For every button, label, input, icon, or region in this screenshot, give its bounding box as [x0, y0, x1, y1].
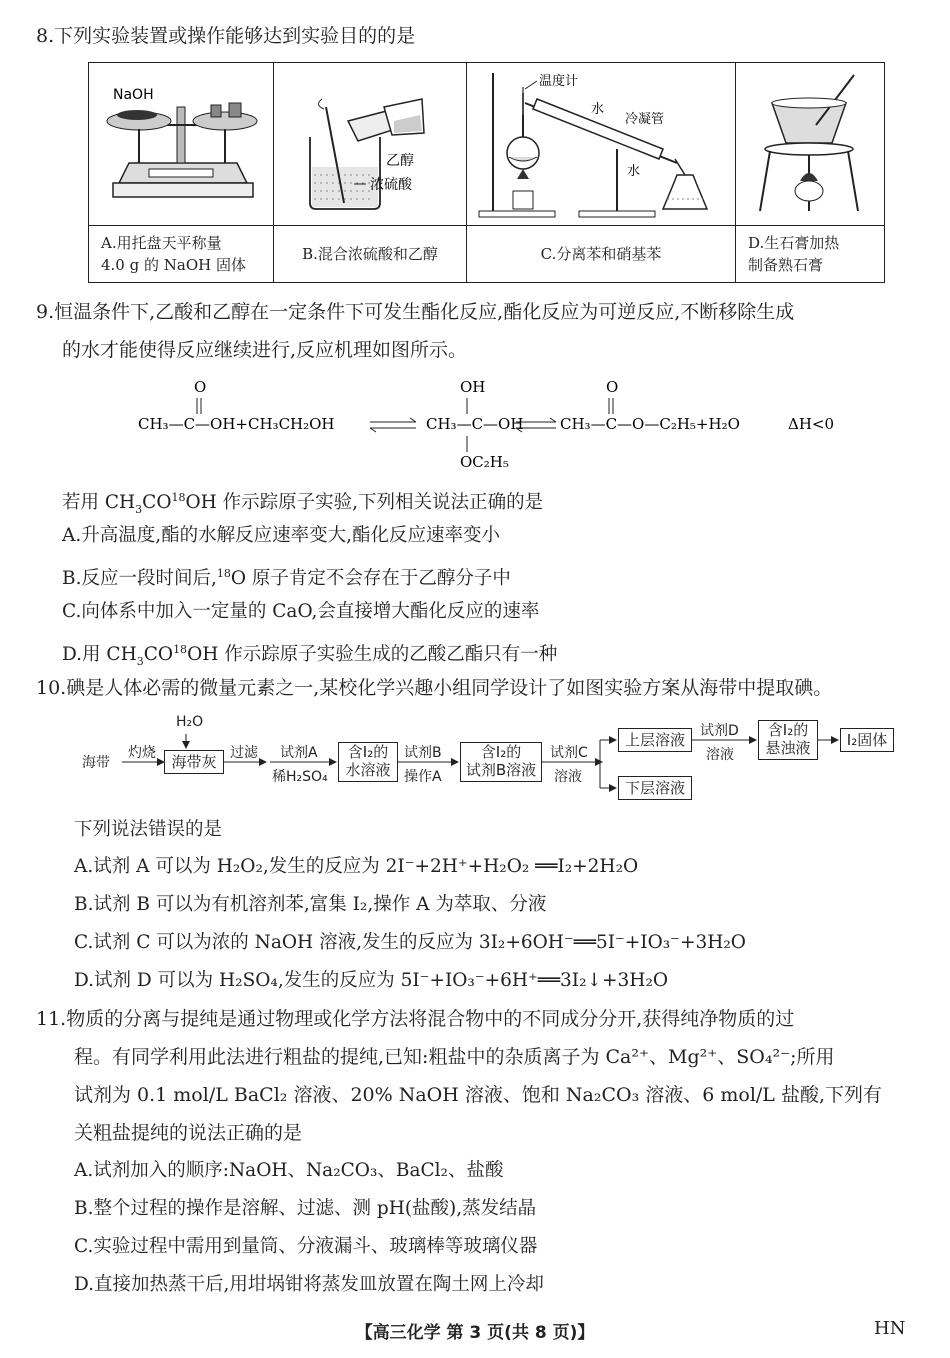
flow-burn-label: 灼烧	[128, 745, 156, 761]
esterification-equation	[130, 370, 860, 474]
eq-products: CH₃—C—O—C₂H₅+H₂O	[560, 415, 740, 433]
flow-haidai: 海带	[82, 755, 110, 771]
flow-upper-layer-box: 上层溶液	[618, 728, 692, 752]
crucible-illustration	[736, 63, 884, 221]
q8-stem: 8.下列实验装置或操作能够达到实验目的的是	[36, 25, 416, 47]
naoh-label: NaOH	[113, 87, 154, 103]
eq-delta-h: ΔH<0	[788, 415, 835, 433]
figure-c-distillation	[467, 63, 736, 226]
flow-solution-label: 溶液	[554, 769, 582, 785]
figure-d-heating	[736, 63, 885, 226]
q10-stem: 10.碘是人体必需的微量元素之一,某校化学兴趣小组同学设计了如图实验方案从海带中提取碘。	[36, 677, 833, 699]
q9-option-b: B.反应一段时间后,$^{18}$O 原子肯定不会存在于乙醇分子中	[62, 567, 511, 590]
flow-dilute-h2so4-label: 稀H₂SO₄	[272, 769, 328, 785]
q10-option-c: C.试剂 C 可以为浓的 NaOH 溶液,发生的反应为 3I₂+6OH⁻══5I⁻+IO₃⁻+3H₂O	[74, 932, 746, 953]
distillation-illustration	[467, 63, 735, 221]
eq-oc2h5: OC₂H₅	[460, 453, 509, 471]
q9-stem-line1: 9.恒温条件下,乙酸和乙醇在一定条件下可发生酯化反应,酯化反应为可逆反应,不断移除生成	[36, 301, 795, 323]
q11-stem-line1: 11.物质的分离与提纯是通过物理或化学方法将混合物中的不同成分分开,获得纯净物质的过	[36, 1008, 795, 1030]
flow-lower-layer-box: 下层溶液	[618, 776, 692, 800]
flow-ash-box: 海带灰	[164, 750, 224, 774]
figure-b-mixing	[274, 63, 467, 226]
q9-option-c: C.向体系中加入一定量的 CaO,会直接增大酯化反应的速率	[62, 601, 540, 622]
caption-a-line2: 4.0 g 的 NaOH 固体	[101, 256, 246, 274]
caption-a-line1: A.用托盘天平称量	[101, 234, 222, 252]
q9-option-d: D.用 $CH_3CO^{18}OH$ 作示踪原子实验生成的乙酸乙酯只有一种	[62, 643, 558, 668]
water-in-label: 水	[591, 102, 605, 117]
flow-reagent-c-label: 试剂C	[550, 745, 588, 761]
flow-operation-a-label: 操作A	[404, 769, 442, 785]
flow-reagent-b-label: 试剂B	[404, 745, 442, 761]
q10-flowchart	[80, 712, 900, 806]
q11-option-b: B.整个过程的操作是溶解、过滤、测 pH(盐酸),蒸发结晶	[74, 1198, 537, 1219]
eq-oh-top: OH	[460, 378, 486, 396]
q11-option-a: A.试剂加入的顺序:NaOH、Na₂CO₃、BaCl₂、盐酸	[74, 1160, 504, 1181]
q11-stem-line2: 程。有同学利用此法进行粗盐的提纯,已知:粗盐中的杂质离子为 Ca²⁺、Mg²⁺、SO₄²⁻;所用	[74, 1046, 835, 1068]
caption-d-line2: 制备熟石膏	[748, 256, 824, 274]
q10-ask: 下列说法错误的是	[74, 819, 223, 840]
q11-option-c: C.实验过程中需用到量筒、分液漏斗、玻璃棒等玻璃仪器	[74, 1236, 538, 1257]
q11-stem-line4: 关粗盐提纯的说法正确的是	[74, 1122, 303, 1144]
eq-o-top-left: O	[194, 378, 207, 396]
balance-illustration	[89, 63, 273, 221]
ethanol-label: 乙醇	[386, 153, 414, 169]
flow-iodine-reagent-b-box: 含I₂的 试剂B溶液	[460, 742, 542, 782]
eq-o-top-right: O	[606, 378, 619, 396]
q10-option-d: D.试剂 D 可以为 H₂SO₄,发生的反应为 5I⁻+IO₃⁻+6H⁺══3I₂↓+3H₂O	[74, 970, 669, 991]
q9-stem-line2: 的水才能使得反应继续进行,反应机理如图所示。	[62, 339, 468, 361]
flow-filter-label: 过滤	[230, 745, 258, 761]
flow-iodine-water-box: 含I₂的 水溶液	[338, 742, 398, 782]
q8-apparatus-table	[88, 62, 885, 283]
equilibrium-arrow-1	[370, 418, 416, 432]
thermometer-label: 温度计	[539, 74, 579, 89]
page-footer: 【高三化学 第 3 页(共 8 页)】	[355, 1323, 595, 1343]
flow-iodine-suspension-box: 含I₂的 悬浊液	[758, 720, 818, 760]
water-out-label: 水	[627, 164, 641, 179]
flow-solution2-label: 溶液	[706, 747, 734, 763]
sulfuric-acid-label: 浓硫酸	[370, 177, 412, 193]
figure-a-balance	[89, 63, 274, 226]
q11-stem-line3: 试剂为 0.1 mol/L BaCl₂ 溶液、20% NaOH 溶液、饱和 Na₂CO₃ 溶液、6 mol/L 盐酸,下列有	[74, 1084, 882, 1106]
paper-code: HN	[874, 1318, 906, 1339]
caption-a	[89, 226, 274, 283]
caption-d	[736, 226, 885, 283]
beaker-illustration	[274, 63, 466, 221]
q9-option-a: A.升高温度,酯的水解反应速率变大,酯化反应速率变小	[62, 525, 501, 546]
caption-d-line1: D.生石膏加热	[748, 234, 840, 252]
caption-b: B.混合浓硫酸和乙醇	[274, 226, 467, 283]
q10-option-b: B.试剂 B 可以为有机溶剂苯,富集 I₂,操作 A 为萃取、分液	[74, 894, 547, 915]
flow-reagent-d-label: 试剂D	[700, 723, 739, 739]
q11-option-d: D.直接加热蒸干后,用坩埚钳将蒸发皿放置在陶土网上冷却	[74, 1274, 544, 1295]
eq-reactants: CH₃—C—OH+CH₃CH₂OH	[138, 415, 335, 433]
eq-intermediate: CH₃—C—OH	[426, 415, 524, 433]
q10-option-a: A.试剂 A 可以为 H₂O₂,发生的反应为 2I⁻+2H⁺+H₂O₂ ══I₂+2H₂O	[74, 856, 639, 877]
caption-c: C.分离苯和硝基苯	[467, 226, 736, 283]
flow-reagent-a-label: 试剂A	[280, 745, 318, 761]
condenser-label: 冷凝管	[625, 112, 665, 127]
flow-iodine-solid-box: I₂固体	[840, 728, 894, 752]
q9-stem-line3: 若用 $CH_3CO^{18}OH$ 作示踪原子实验,下列相关说法正确的是	[62, 491, 544, 516]
flow-h2o-label: H₂O	[176, 714, 204, 730]
